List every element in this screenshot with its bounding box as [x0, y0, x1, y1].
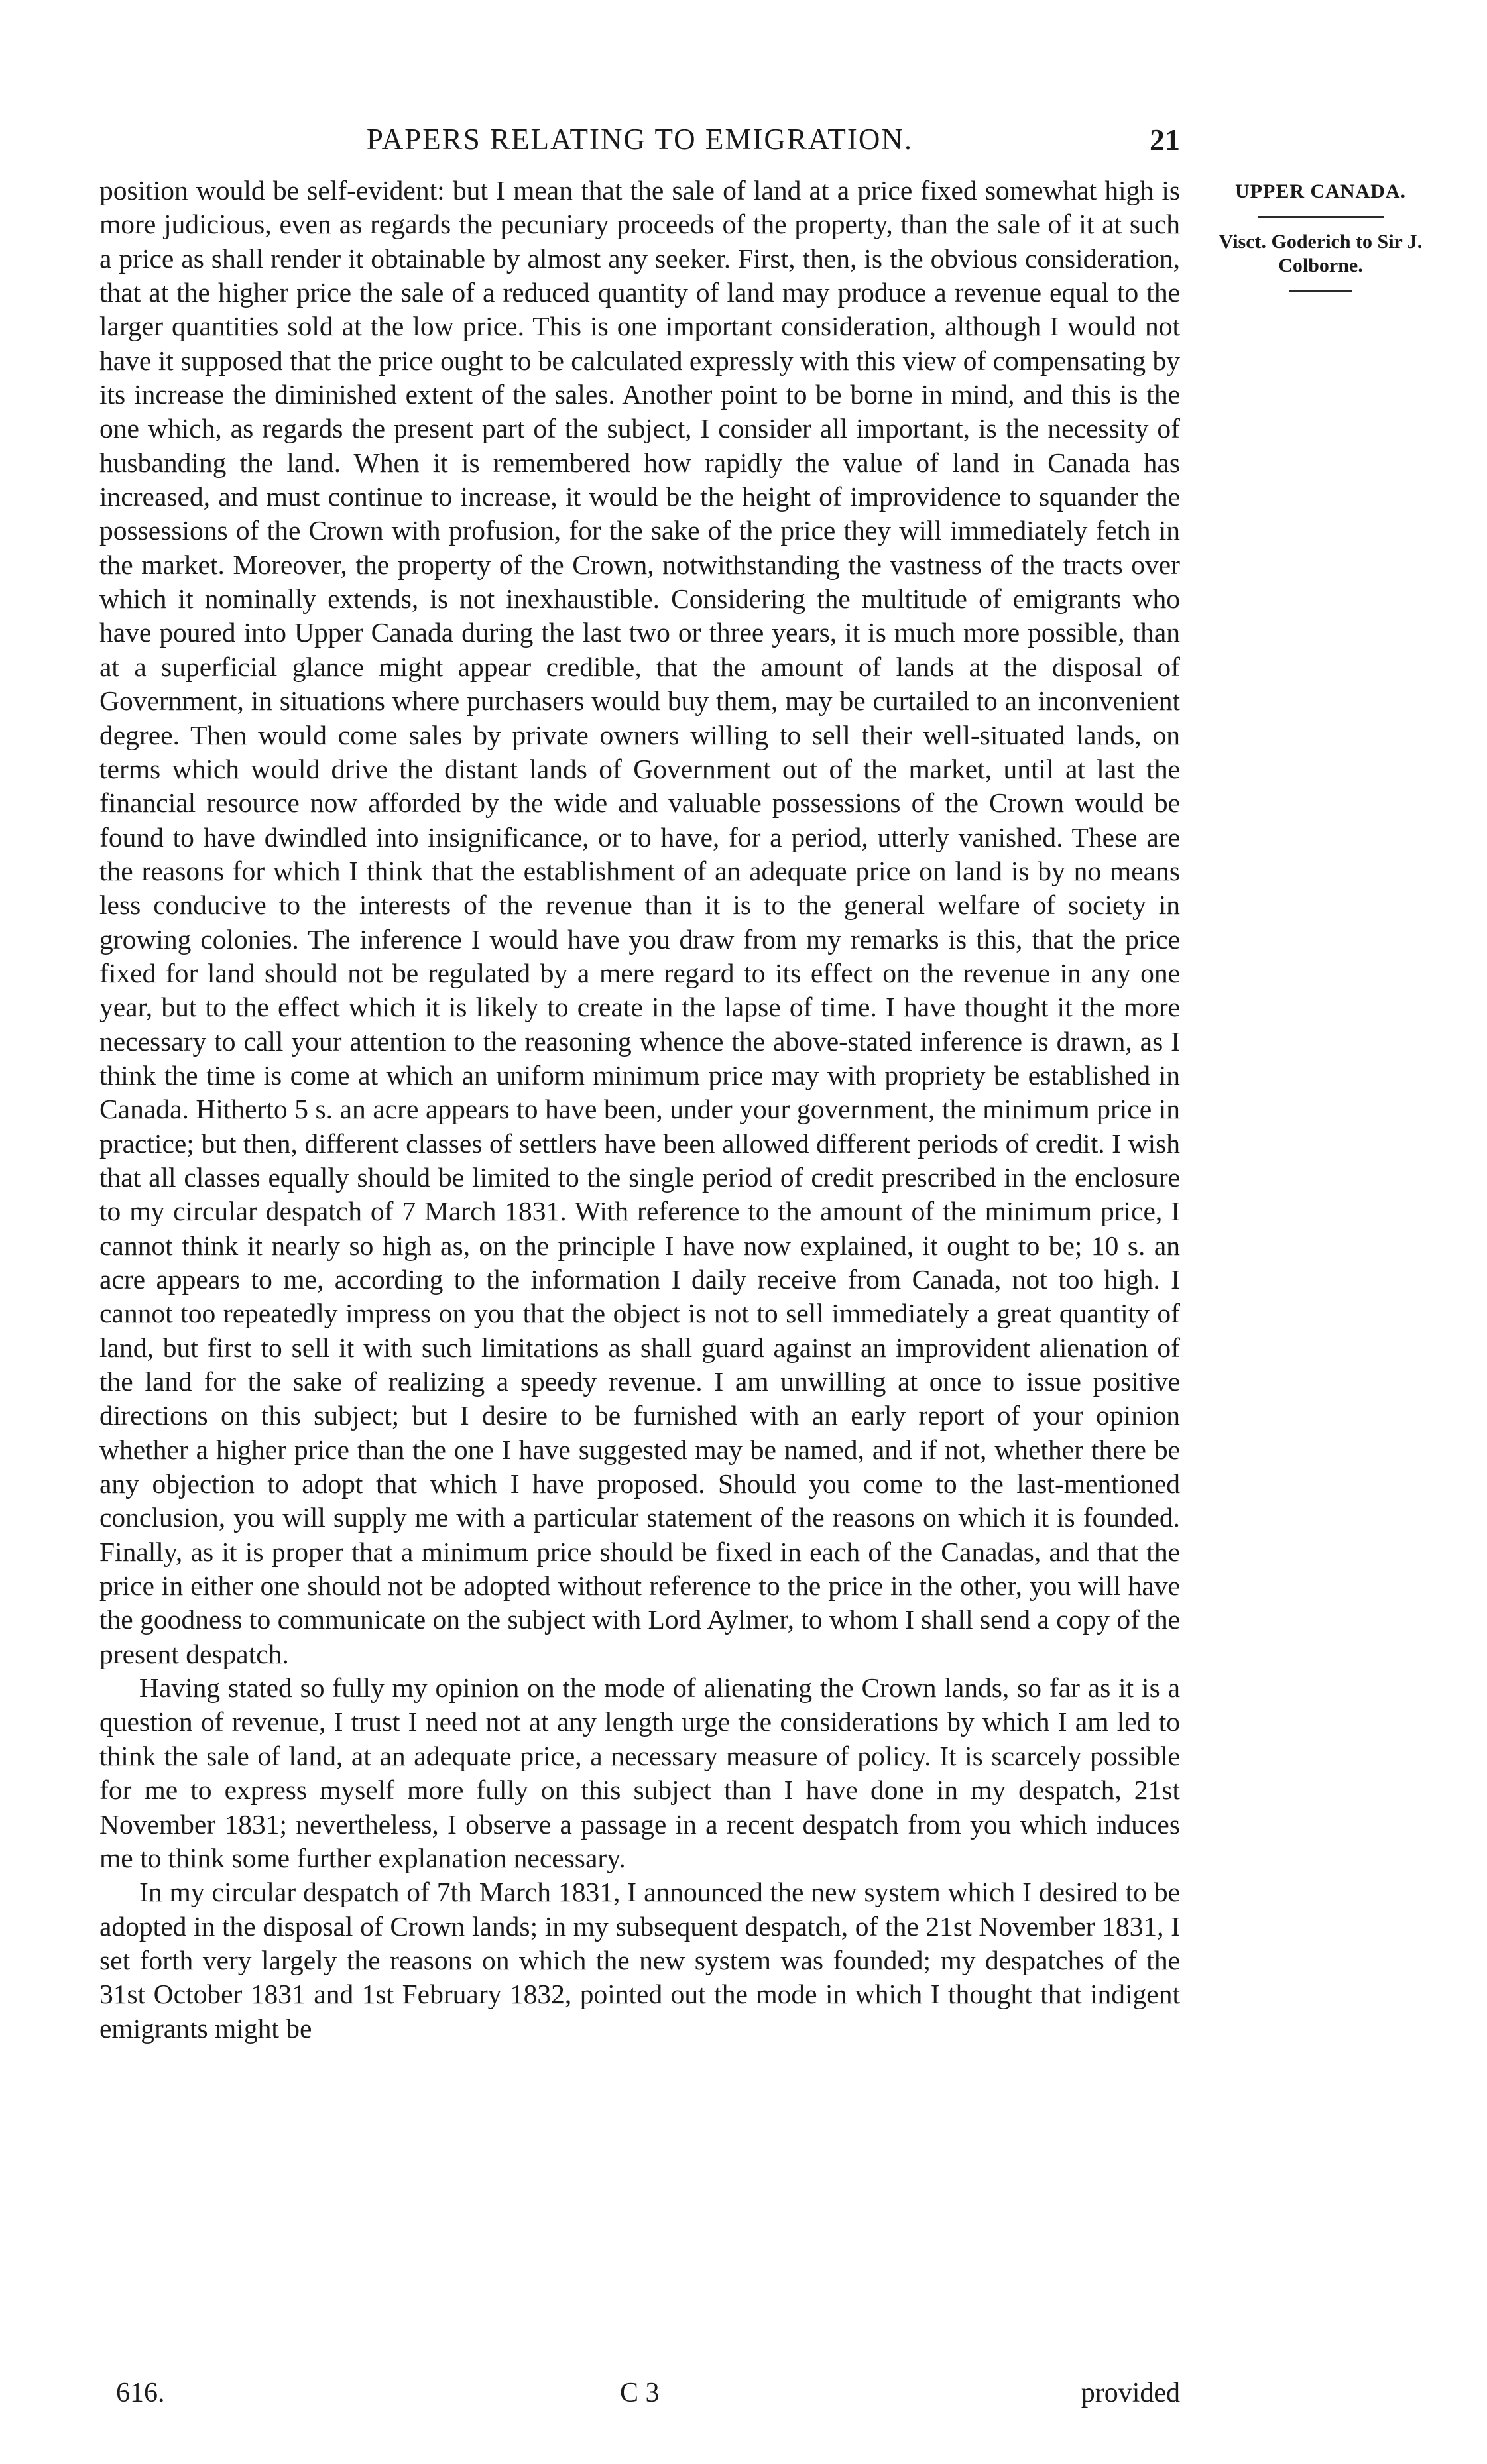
- signature-mark: C 3: [620, 2378, 660, 2408]
- margin-rule-short: [1289, 290, 1352, 292]
- paragraph-2: Having stated so fully my opinion on the mode of alienating the Crown lands, so far as it is a question of revenue, I trust I need not at any length urge the considerations by which I am led to think the sale of land, at an adequate price, a necessary measure of policy. It is scarcely possible for me to express myself more fully on this subject than I have done in my despatch, 21st November 1831; nevertheless, I observe a passage in a recent despatch from you which induces me to think some further explanation necessary.: [99, 1672, 1180, 1873]
- page-footer: [116, 2377, 1180, 2414]
- page-number: 21: [1150, 123, 1180, 156]
- margin-note: [1188, 180, 1453, 292]
- sheet-number: 616.: [116, 2378, 165, 2408]
- catchword: provided: [1081, 2378, 1180, 2408]
- page-header: [99, 119, 1180, 159]
- paragraph-1: position would be self-evident: but I mean that the sale of land at a price fixed somewhat high is more judicious, even as regards the pecuniary proceeds of the property, than the sale of it at such a price as shall render it obtainable by almost any seeker. First, then, is the obvious consideration, that at the higher price the sale of a reduced quantity of land may produce a revenue equal to the larger quantities sold at the low price. This is one important consideration, although I would not have it supposed that the price ought to be calculated expressly with this view of compensating by its increase the diminished extent of the sales. Another point to be borne in mind, and this is the one which, as regards the present part of the subject, I consider all important, is the necessity of husbanding the land. When it is remembered how rapidly the value of land in Canada has increased, and must continue to increase, it would be the height of improvidence to squander the possessions of the Crown with profusion, for the sake of the price they will immediately fetch in the market. Moreover, the property of the Crown, notwithstanding the vastness of the tracts over which it nominally extends, is not inexhaustible. Considering the multitude of emigrants who have poured into Upper Canada during the last two or three years, it is much more possible, than at a superficial glance might appear credible, that the amount of lands at the disposal of Government, in situations where purchasers would buy them, may be curtailed to an inconvenient degree. Then would come sales by private owners willing to sell their well-situated lands, on terms which would drive the distant lands of Government out of the market, until at last the financial resource now afforded by the wide and valuable possessions of the Crown would be found to have dwindled into insignificance, or to have, for a period, utterly vanished. These are the reasons for which I think that the establishment of an adequate price on land is by no means less conducive to the interests of the revenue than it is to the general welfare of society in growing colonies. The inference I would have you draw from my remarks is this, that the price fixed for land should not be regulated by a mere regard to its effect on the revenue in any one year, but to the effect which it is likely to create in the lapse of time. I have thought it the more necessary to call your attention to the reasoning whence the above-stated inference is drawn, as I think the time is come at which an uniform minimum price may with propriety be established in Canada. Hitherto 5 s. an acre appears to have been, under your government, the minimum price in practice; but then, different classes of settlers have been allowed different periods of credit. I wish that all classes equally should be limited to the single period of credit prescribed in the enclosure to my circular despatch of 7 March 1831. With reference to the amount of the minimum price, I cannot think it nearly so high as, on the principle I have now explained, it ought to be; 10 s. an acre appears to me, according to the information I daily receive from Canada, not too high. I cannot too repeatedly impress on you that the object is not to sell immediately a great quantity of land, but first to sell it with such limitations as shall guard against an improvident alienation of the land for the sake of realizing a speedy revenue. I am unwilling at once to issue positive directions on this subject; but I desire to be furnished with an early report of your opinion whether a higher price than the one I have suggested may be named, and if not, whether there be any objection to adopt that which I have proposed. Should you come to the last-mentioned conclusion, you will supply me with a particular statement of the reasons on which it is founded. Finally, as it is proper that a minimum price should be fixed in each of the Canadas, and that the price in either one should not be adopted without reference to the price in the other, you will have the goodness to communicate on the subject with Lord Aylmer, to whom I shall send a copy of the present despatch.: [99, 175, 1180, 1669]
- running-title: PAPERS RELATING TO EMIGRATION.: [366, 123, 914, 156]
- margin-subheading: Visct. Goderich to Sir J. Colborne.: [1219, 231, 1423, 276]
- margin-rule: [1258, 216, 1384, 218]
- body-text: [99, 174, 1180, 2046]
- paragraph-3: In my circular despatch of 7th March 1831, I announced the new system which I desired to be adopted in the disposal of Crown lands; in my subsequent despatch, of the 21st November 1831, I set forth very largely the reasons on which the new system was founded; my despatches of the 31st October 1831 and 1st February 1832, pointed out the mode in which I thought that indigent emigrants might be: [99, 1877, 1180, 2044]
- margin-heading: UPPER CANADA.: [1235, 180, 1406, 202]
